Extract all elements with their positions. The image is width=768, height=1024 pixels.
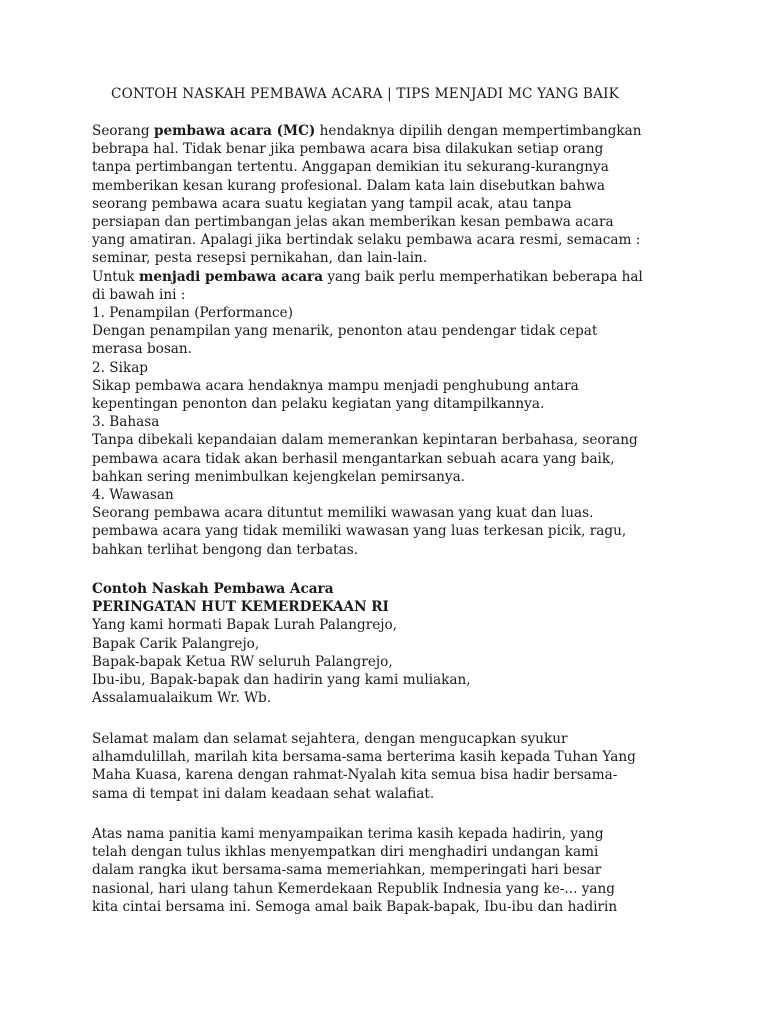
intro-line: memberikan kesan kurang profesional. Dalam kata lain disebutkan bahwa — [92, 177, 605, 194]
point-line: bahkan sering menimbulkan kejengkelan pemirsanya. — [92, 468, 466, 485]
intro-text: Seorang — [92, 123, 154, 139]
naskah-paragraph-1 — [92, 730, 636, 803]
intro-text: yang baik perlu memperhatikan beberapa hal — [323, 268, 643, 285]
intro-line: bebrapa hal. Tidak benar jika pembawa acara bisa dilakukan setiap orang — [92, 141, 604, 158]
intro-line: persiapan dan pertimbangan jelas akan memberikan kesan pembawa acara — [92, 214, 614, 231]
paragraph-line: Maha Kuasa, karena dengan rahmat-Nyalah kita semua bisa hadir bersama- — [92, 767, 618, 784]
intro-line: yang amatiran. Apalagi jika bertindak selaku pembawa acara resmi, semacam : — [92, 232, 641, 249]
point-heading: 3. Bahasa — [92, 414, 160, 431]
intro-text: Untuk — [92, 268, 139, 285]
paragraph-line: Atas nama panitia kami menyampaikan terima kasih kepada hadirin, yang — [92, 826, 604, 842]
intro-paragraph — [92, 122, 643, 559]
point-line: Sikap pembawa acara hendaknya mampu menjadi penghubung antara — [92, 377, 579, 394]
point-line: Seorang pembawa acara dituntut memiliki wawasan yang kuat dan luas. — [92, 505, 594, 522]
naskah-heading: Contoh Naskah Pembawa Acara — [92, 581, 334, 597]
paragraph-line: alhamdulillah, marilah kita bersama-sama berterima kasih kepada Tuhan Yang — [92, 749, 636, 766]
paragraph-line: kita cintai bersama ini. Semoga amal baik Bapak-bapak, Ibu-ibu dan hadirin — [92, 898, 618, 915]
document-title: CONTOH NASKAH PEMBAWA ACARA | TIPS MENJADI MC YANG BAIK — [111, 86, 620, 102]
paragraph-line: sama di tempat ini dalam keadaan sehat walafiat. — [92, 785, 435, 802]
greeting-line: Bapak Carik Palangrejo, — [92, 635, 260, 652]
greeting-line: Assalamualaikum Wr. Wb. — [92, 690, 272, 707]
point-line: pembawa acara tidak akan berhasil mengantarkan sebuah acara yang baik, — [92, 450, 615, 467]
greeting-line: Ibu-ibu, Bapak-bapak dan hadirin yang kami muliakan, — [92, 672, 471, 689]
intro-line-1 — [92, 122, 643, 140]
greeting-line: Bapak-bapak Ketua RW seluruh Palangrejo, — [92, 653, 393, 670]
naskah-paragraph-2 — [92, 825, 617, 916]
point-heading: 1. Penampilan (Performance) — [92, 305, 294, 322]
point-line: bahkan terlihat bengong dan terbatas. — [92, 541, 359, 558]
paragraph-line: telah dengan tulus ikhlas menyempatkan diri menghadiri undangan kami — [92, 844, 599, 861]
intro-line: tanpa pertimbangan tertentu. Anggapan demikian itu sekurang-kurangnya — [92, 159, 609, 176]
greeting-line: Yang kami hormati Bapak Lurah Palangrejo, — [92, 617, 397, 634]
point-line: Dengan penampilan yang menarik, penonton atau pendengar tidak cepat — [92, 323, 598, 340]
point-line: merasa bosan. — [92, 341, 192, 358]
paragraph-line: Selamat malam dan selamat sejahtera, dengan mengucapkan syukur — [92, 731, 568, 747]
point-heading: 2. Sikap — [92, 359, 148, 376]
point-heading: 4. Wawasan — [92, 487, 174, 504]
paragraph-line: dalam rangka ikut bersama-sama memeriahkan, memperingati hari besar — [92, 862, 602, 879]
naskah-section — [92, 580, 471, 707]
intro-line-9 — [92, 268, 643, 286]
point-line: Tanpa dibekali kepandaian dalam memerankan kepintaran berbahasa, seorang — [92, 432, 638, 449]
intro-text: hendaknya dipilih dengan mempertimbangkan — [315, 123, 642, 139]
point-line: kepentingan penonton dan pelaku kegiatan yang ditampilkannya. — [92, 396, 545, 413]
point-line: pembawa acara yang tidak memiliki wawasan yang luas terkesan picik, ragu, — [92, 523, 627, 540]
intro-bold-term: menjadi pembawa acara — [139, 268, 324, 285]
naskah-subheading: PERINGATAN HUT KEMERDEKAAN RI — [92, 599, 389, 616]
intro-line: seminar, pesta resepsi pernikahan, dan lain-lain. — [92, 250, 428, 267]
intro-bold-term: pembawa acara (MC) — [153, 123, 316, 139]
intro-line: di bawah ini : — [92, 286, 186, 303]
intro-line: seorang pembawa acara suatu kegiatan yang tampil acak, atau tanpa — [92, 195, 572, 212]
paragraph-line: nasional, hari ulang tahun Kemerdekaan Republik Indnesia yang ke-... yang — [92, 880, 615, 897]
